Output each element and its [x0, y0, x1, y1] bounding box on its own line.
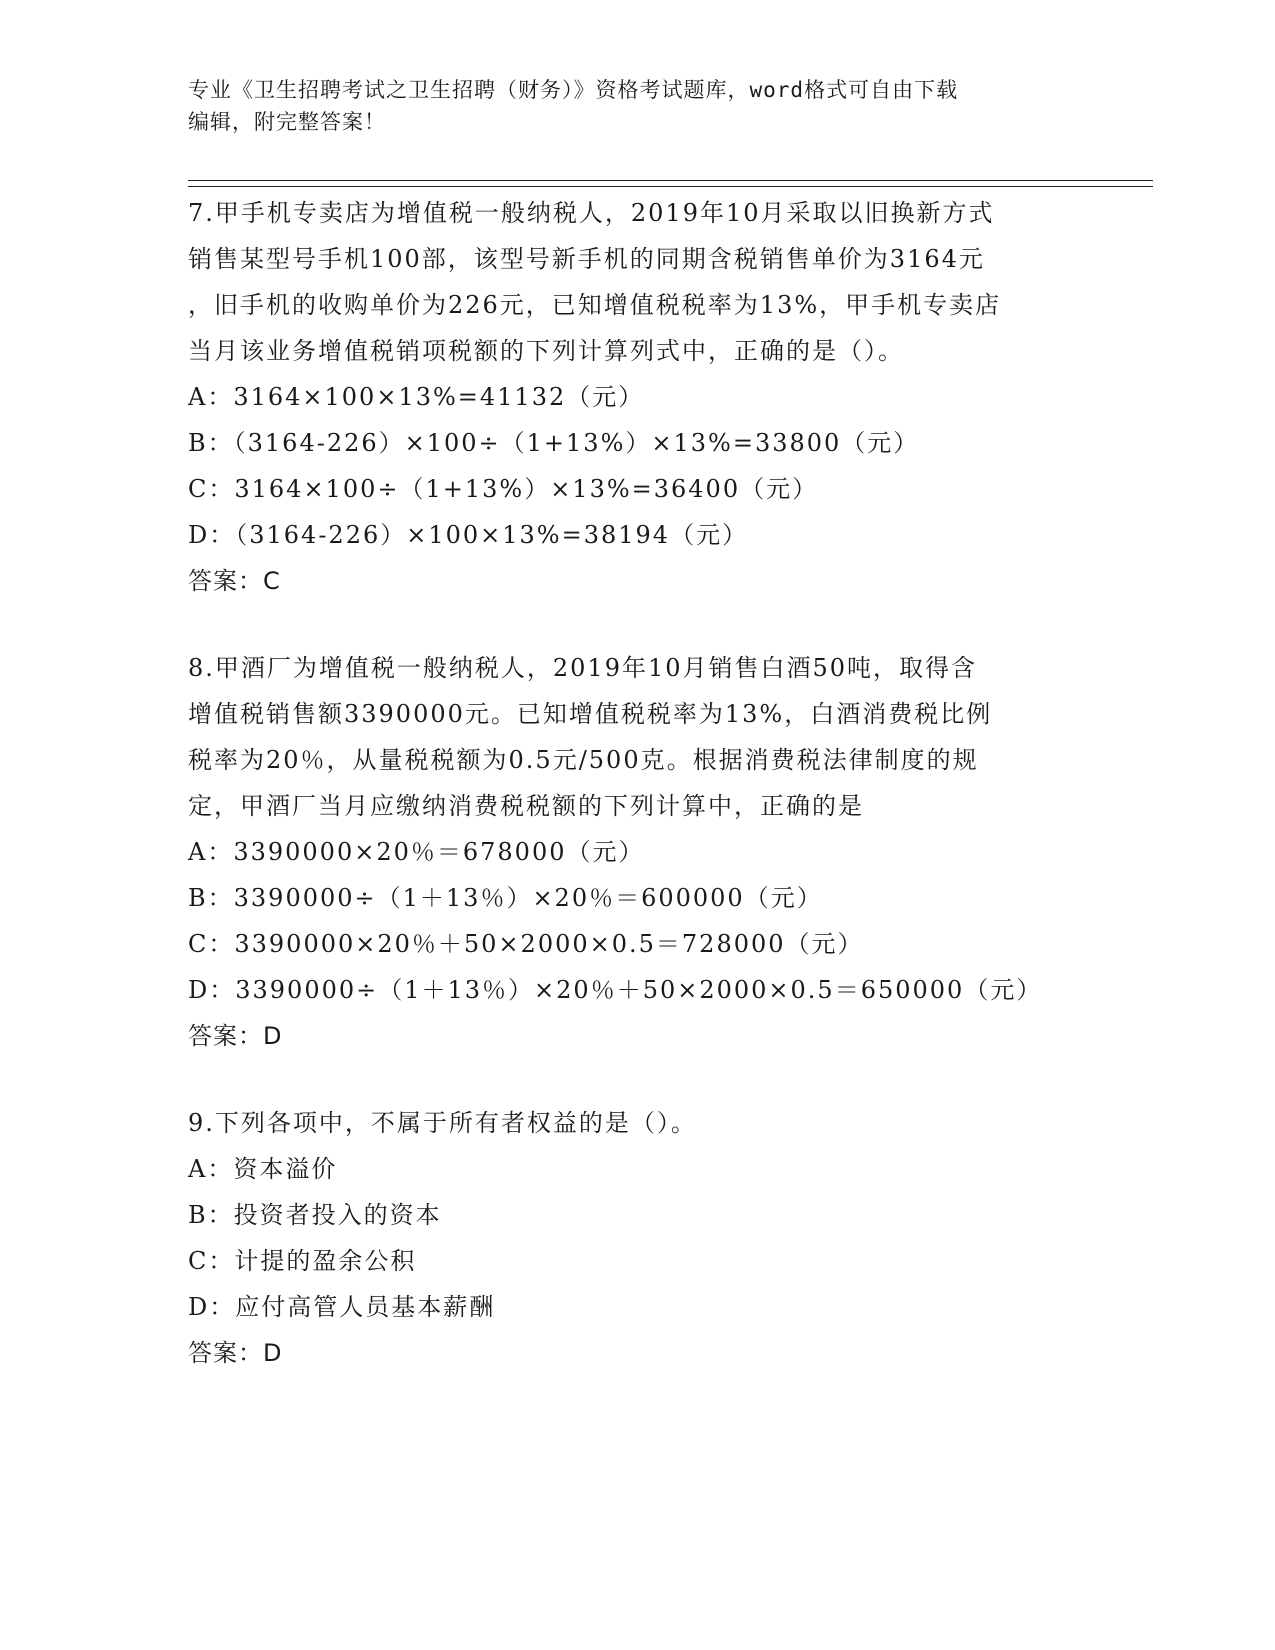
option-b: B：投资者投入的资本 — [188, 1201, 442, 1229]
header-divider-bottom — [188, 186, 1153, 187]
question-8 — [188, 645, 1088, 1059]
question-stem-line: 9.下列各项中，不属于所有者权益的是（）。 — [188, 1109, 697, 1137]
header-divider-top — [188, 180, 1153, 181]
option-d: D：（3164-226）×100×13%=38194（元） — [188, 521, 749, 549]
option-a: A：3164×100×13%=41132（元） — [188, 383, 645, 411]
option-c: C：计提的盈余公积 — [188, 1247, 417, 1275]
option-b: B：（3164-226）×100÷（1+13%）×13%=33800（元） — [188, 429, 920, 457]
question-stem-line: 增值税销售额3390000元。已知增值税税率为13%，白酒消费税比例 — [188, 700, 993, 728]
question-9 — [188, 1100, 1088, 1376]
answer-line: 答案：C — [188, 567, 281, 595]
answer-line: 答案：D — [188, 1022, 283, 1050]
option-b: B：3390000÷（1＋13％）×20％＝600000（元） — [188, 884, 823, 912]
question-stem-line: 当月该业务增值税销项税额的下列计算列式中，正确的是（）。 — [188, 337, 904, 365]
question-stem-line: 税率为20％，从量税税额为0.5元/500克。根据消费税法律制度的规 — [188, 746, 979, 774]
question-stem-line: 7.甲手机专卖店为增值税一般纳税人，2019年10月采取以旧换新方式 — [188, 199, 995, 227]
option-d: D：应付高管人员基本薪酬 — [188, 1293, 496, 1321]
question-stem-line: 定，甲酒厂当月应缴纳消费税税额的下列计算中，正确的是 — [188, 792, 864, 820]
option-a: A：3390000×20％＝678000（元） — [188, 838, 645, 866]
question-stem-line: ，旧手机的收购单价为226元，已知增值税税率为13%，甲手机专卖店 — [188, 291, 1002, 319]
answer-line: 答案：D — [188, 1339, 283, 1367]
document-header — [188, 74, 1088, 138]
question-stem-line: 销售某型号手机100部，该型号新手机的同期含税销售单价为3164元 — [188, 245, 985, 273]
option-c: C：3390000×20％＋50×2000×0.5＝728000（元） — [188, 930, 864, 958]
option-a: A：资本溢价 — [188, 1155, 338, 1183]
option-d: D：3390000÷（1＋13％）×20％＋50×2000×0.5＝650000（元） — [188, 976, 1043, 1004]
header-line: 专业《卫生招聘考试之卫生招聘（财务）》资格考试题库，word格式可自由下载 — [188, 78, 959, 102]
question-7 — [188, 190, 1088, 604]
question-stem-line: 8.甲酒厂为增值税一般纳税人，2019年10月销售白酒50吨，取得含 — [188, 654, 978, 682]
option-c: C：3164×100÷（1+13%）×13%=36400（元） — [188, 475, 819, 503]
header-line: 编辑，附完整答案！ — [188, 110, 386, 134]
